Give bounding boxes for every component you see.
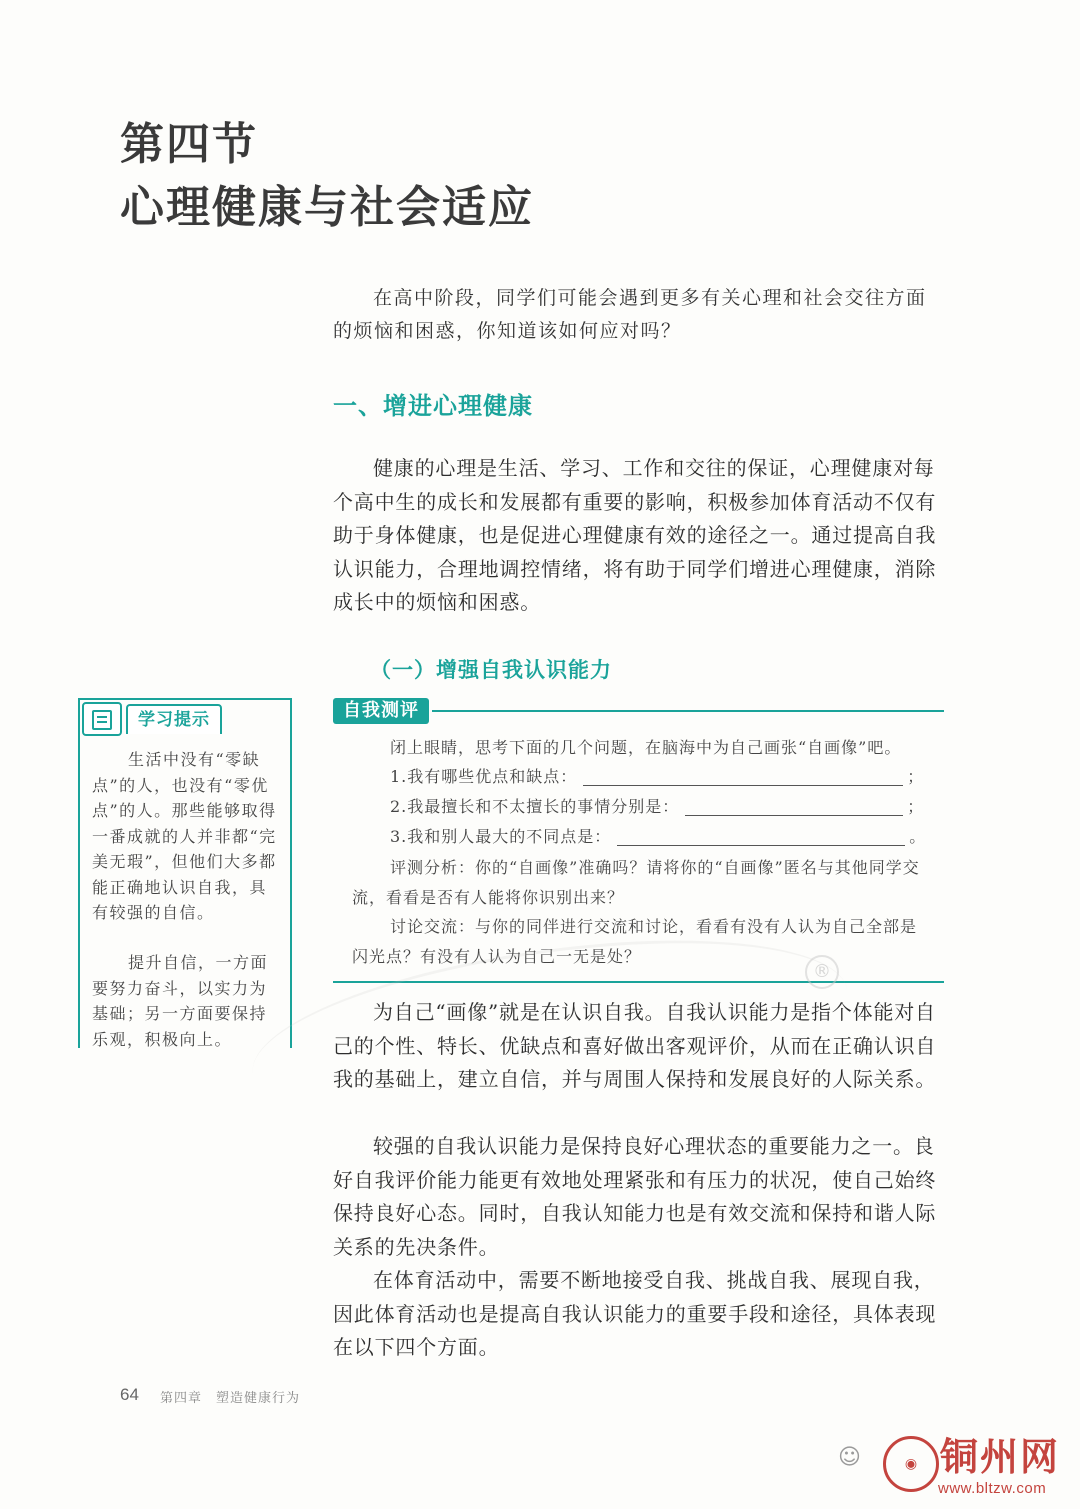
wechat-icon: ☺ xyxy=(838,1445,861,1470)
self-eval-question-3 xyxy=(390,822,926,852)
self-eval-instruction: 闭上眼睛，思考下面的几个问题，在脑海中为自己画张“自画像”吧。 xyxy=(390,738,902,757)
question-1-end: ； xyxy=(907,767,925,786)
body-paragraph-1: 健康的心理是生活、学习、工作和交往的保证，心理健康对每个高中生的成长和发展都有重要的影响，积极参加体育活动不仅有助于身体健康，也是促进心理健康有效的途径之一。通过提高自我认识能力，合理地调控情绪，将有助于同学们增进心理健康，消除成长中的烦恼和困惑。 xyxy=(333,456,937,614)
registered-mark: ® xyxy=(805,955,839,989)
answer-blank-3 xyxy=(617,823,905,846)
self-eval-question-1 xyxy=(390,762,924,792)
page-number: 64 xyxy=(120,1385,139,1404)
study-tip-paragraph-1: 生活中没有“零缺点”的人，也没有“零优点”的人。那些能够取得一番成就的人并非都“完美无瑕”，但他们大多都能正确地认识自我，具有较强的自信。 xyxy=(92,750,277,922)
footer-chapter-title: 塑造健康行为 xyxy=(216,1391,301,1406)
body-paragraph-3: 较强的自我认识能力是保持良好心理状态的重要能力之一。良好自我评价能力能更有效地处理紧张和有压力的状况，使自己始终保持良好心态。同时，自我认知能力也是有效交流和保持和谐人际关系的先决条件。 xyxy=(333,1134,937,1259)
footer-chapter: 第四章 xyxy=(160,1391,203,1406)
section-number: 第四节 xyxy=(120,119,258,170)
answer-blank-2 xyxy=(685,793,903,816)
intro-paragraph: 在高中阶段，同学们可能会遇到更多有关心理和社会交往方面的烦恼和困惑，你知道该如何应对吗？ xyxy=(333,287,927,342)
site-name: 铜州网 xyxy=(940,1434,1061,1479)
study-tip-paragraph-2: 提升自信，一方面要努力奋斗，以实力为基础；另一方面要保持乐观，积极向上。 xyxy=(92,953,269,1049)
self-eval-tag: 自我测评 xyxy=(333,698,429,724)
study-tip-top-border xyxy=(78,698,290,700)
self-eval-question-2 xyxy=(390,792,924,822)
question-3-end: 。 xyxy=(909,827,927,846)
site-url: www.bltzw.com xyxy=(938,1480,1047,1497)
body-paragraph-4: 在体育活动中，需要不断地接受自我、挑战自我、展现自我，因此体育活动也是提高自我认识能力的重要手段和途径，具体表现在以下四个方面。 xyxy=(333,1268,937,1359)
question-2-end: ； xyxy=(907,797,925,816)
study-tip-label: 学习提示 xyxy=(126,704,222,734)
self-eval-top-rule xyxy=(432,710,944,712)
question-2-text: 2.我最擅长和不太擅长的事情分别是： xyxy=(390,797,680,816)
notebook-icon xyxy=(82,702,122,736)
heading-promote-mental-health: 一、增进心理健康 xyxy=(333,391,533,420)
self-eval-analysis: 评测分析：你的“自画像”准确吗？请将你的“自画像”匿名与其他同学交流，看看是否有人能将你识别出来？ xyxy=(352,858,920,907)
section-title: 心理健康与社会适应 xyxy=(120,182,534,233)
self-eval-discussion: 讨论交流：与你的同伴进行交流和讨论，看看有没有人认为自己全部是闪光点？有没有人认为自己一无是处？ xyxy=(352,917,918,966)
question-1-text: 1.我有哪些优点和缺点： xyxy=(390,767,578,786)
question-3-text: 3.我和别人最大的不同点是： xyxy=(390,827,612,846)
site-seal-icon: ◉ xyxy=(883,1436,939,1492)
subheading-self-awareness: （一）增强自我认识能力 xyxy=(370,657,612,682)
body-paragraph-2: 为自己“画像”就是在认识自我。自我认识能力是指个体能对自己的个性、特长、优缺点和喜好做出客观评价，从而在正确认识自我的基础上，建立自信，并与周围人保持和发展良好的人际关系。 xyxy=(333,1000,937,1091)
answer-blank-1 xyxy=(583,763,903,786)
